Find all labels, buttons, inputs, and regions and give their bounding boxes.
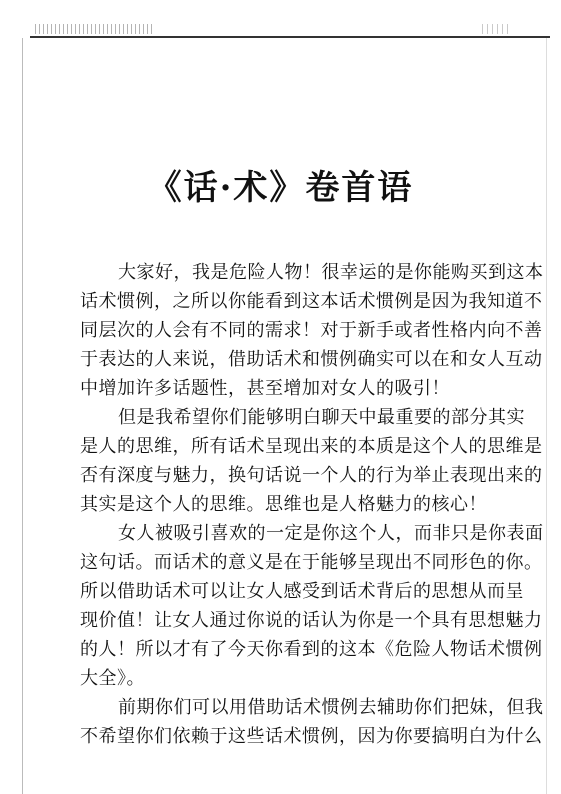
text-line: 女人被吸引喜欢的一定是你这个人，而非只是你表面 — [118, 523, 544, 544]
text-line: 的人！所以才有了今天你看到的这本《危险人物话术惯例 — [80, 639, 543, 660]
header-rule — [30, 36, 550, 38]
text-line: 是人的思维，所有话术呈现出来的本质是这个人的思维是 — [80, 436, 543, 457]
text-line: 否有深度与魅力，换句话说一个人的行为举止表现出来的 — [80, 465, 543, 486]
body-text — [80, 258, 544, 751]
text-line: 现价值！让女人通过你说的话认为你是一个具有思想魅力 — [80, 610, 543, 631]
text-line: 前期你们可以用借助话术惯例去辅助你们把妹，但我 — [118, 697, 544, 718]
text-line: 大全》。 — [80, 668, 145, 689]
text-line: 所以借助话术可以让女人感受到话术背后的思想从而呈 — [80, 581, 524, 602]
text-line: 中增加许多话题性，甚至增加对女人的吸引！ — [80, 378, 450, 399]
header-scan-marks-right — [482, 24, 512, 34]
text-line: 其实是这个人的思维。思维也是人格魅力的核心！ — [80, 494, 487, 515]
page-left-edge — [22, 38, 23, 794]
page-title: 《话·术》卷首语 — [147, 168, 414, 208]
text-line: 但是我希望你们能够明白聊天中最重要的部分其实 — [118, 407, 525, 428]
header-scan-marks — [35, 24, 155, 34]
text-line: 同层次的人会有不同的需求！对于新手或者性格内向不善 — [80, 320, 543, 341]
text-line: 大家好，我是危险人物！很幸运的是你能购买到这本 — [118, 262, 544, 283]
text-line: 不希望你们依赖于这些话术惯例，因为你要搞明白为什么 — [80, 726, 543, 747]
page-right-edge — [546, 38, 547, 794]
text-line: 话术惯例，之所以你能看到这本话术惯例是因为我知道不 — [80, 291, 543, 312]
text-line: 这句话。而话术的意义是在于能够呈现出不同形色的你。 — [80, 552, 543, 573]
text-line: 于表达的人来说，借助话术和惯例确实可以在和女人互动 — [80, 349, 543, 370]
